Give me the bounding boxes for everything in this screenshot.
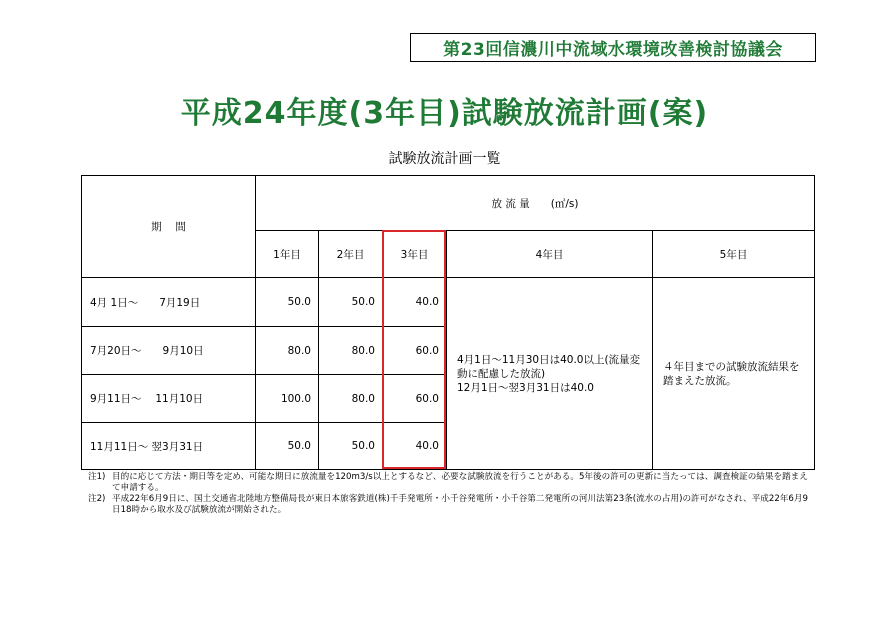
year1-value: 50.0	[256, 278, 319, 327]
note-mark: 注2)	[88, 494, 106, 504]
year3-value: 60.0	[383, 327, 447, 375]
conference-name: 第23回信濃川中流域水環境改善検討協議会	[443, 40, 783, 60]
year4-plan-line1: 4月1日～11月30日は40.0以上(流量変動に配慮した放流)	[457, 353, 641, 380]
note-2	[88, 494, 808, 516]
year3-value: 60.0	[383, 375, 447, 423]
period-cell: 4月 1日～ 7月19日	[82, 278, 256, 327]
period-cell: 11月11日～ 翌3月31日	[82, 423, 256, 470]
year3-value: 40.0	[383, 423, 447, 470]
notes	[88, 472, 808, 516]
release-plan-table	[81, 175, 815, 470]
year2-value: 50.0	[319, 423, 383, 470]
year5-header: 5年目	[653, 231, 815, 278]
year2-value: 50.0	[319, 278, 383, 327]
year3-value: 40.0	[383, 278, 447, 327]
note-text: 目的に応じて方法・期日等を定め、可能な期日に放流量を120m3/s以上とするなど、必要な試験放流を行うことがある。5年後の許可の更新に当たっては、調査検証の結果を踏まえて申請する。	[112, 472, 808, 493]
flow-header: 放 流 量 (㎥/s)	[256, 176, 815, 231]
year2-value: 80.0	[319, 327, 383, 375]
period-header: 期 間	[82, 176, 256, 278]
note-1	[88, 472, 808, 494]
year5-plan-text: ４年目までの試験放流結果を踏まえた放流。	[663, 360, 800, 387]
table-caption: 試験放流計画一覧	[388, 151, 501, 167]
year4-plan	[447, 278, 653, 470]
year2-value: 80.0	[319, 375, 383, 423]
year1-value: 50.0	[256, 423, 319, 470]
page-title: 平成24年度(3年目)試験放流計画(案)	[180, 96, 709, 131]
table-row	[82, 278, 815, 327]
year3-header: 3年目	[383, 231, 447, 278]
period-cell: 9月11日～ 11月10日	[82, 375, 256, 423]
note-mark: 注1)	[88, 472, 106, 482]
period-cell: 7月20日～ 9月10日	[82, 327, 256, 375]
year2-header: 2年目	[319, 231, 383, 278]
year5-plan	[653, 278, 815, 470]
year4-header: 4年目	[447, 231, 653, 278]
year1-header: 1年目	[256, 231, 319, 278]
year1-value: 100.0	[256, 375, 319, 423]
note-text: 平成22年6月9日に、国土交通省北陸地方整備局長が東日本旅客鉄道(株)千手発電所・小千谷発電所・小千谷第二発電所の河川法第23条(流水の占用)の許可がなされ、平成22年6月9日18時から取水及び試験放流が開始された。	[112, 494, 808, 515]
conference-name-box	[410, 33, 816, 62]
year1-value: 80.0	[256, 327, 319, 375]
year4-plan-line2: 12月1日～翌3月31日は40.0	[457, 381, 594, 394]
